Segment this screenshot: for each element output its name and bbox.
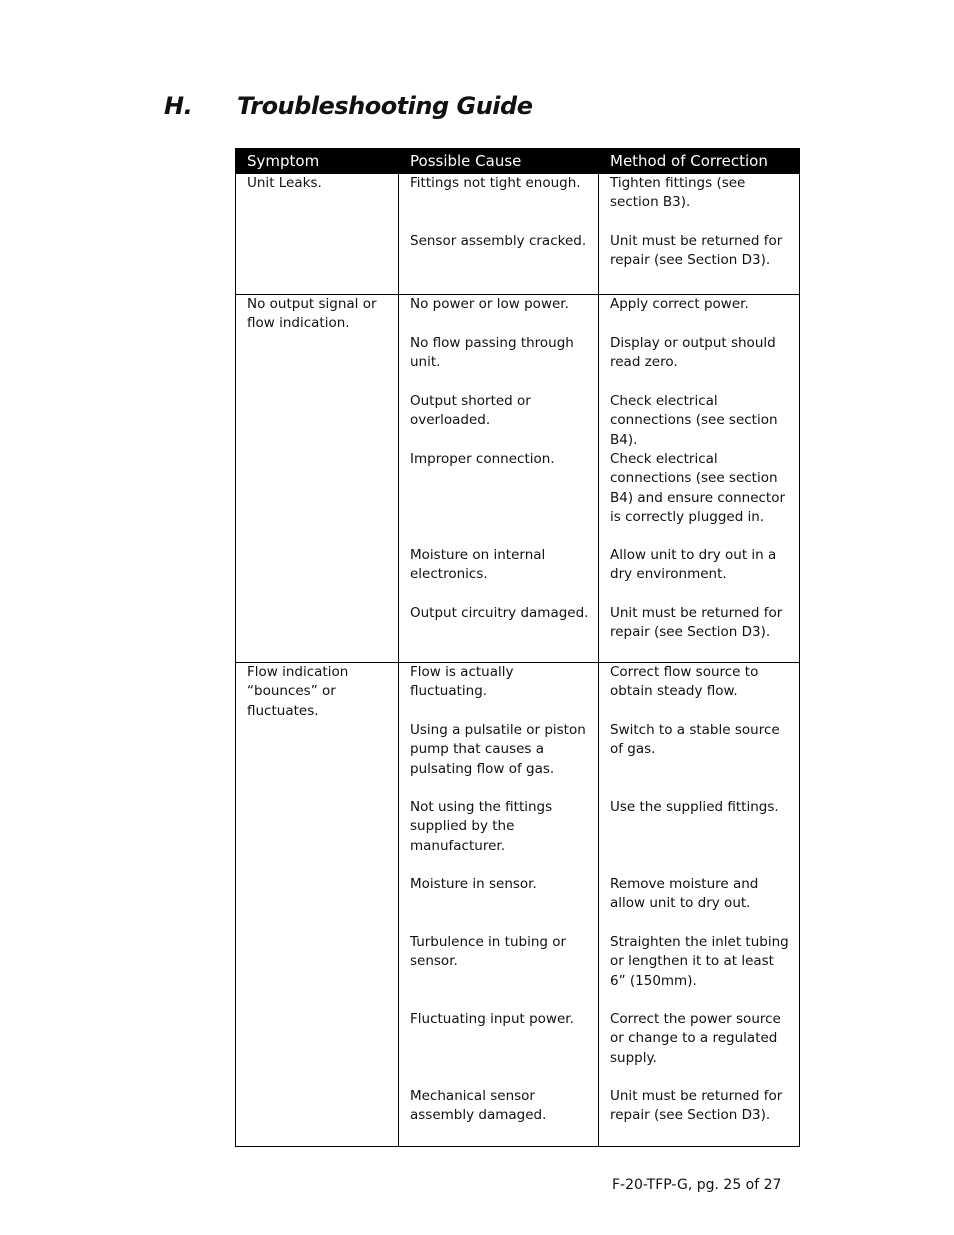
correction-text: Unit must be returned for repair (see Section D3). bbox=[610, 605, 783, 641]
symptom-text: Unit Leaks. bbox=[247, 175, 322, 191]
table-row bbox=[236, 663, 800, 1147]
cause-text: Output circuitry damaged. bbox=[410, 605, 589, 621]
cause-cell bbox=[399, 663, 599, 1147]
cause-text: Sensor assembly cracked. bbox=[410, 233, 587, 249]
header-possible-cause: Possible Cause bbox=[399, 149, 599, 174]
correction-text: Check electrical connections (see section B4). bbox=[610, 393, 778, 448]
header-symptom: Symptom bbox=[236, 149, 399, 174]
cause-text: No flow passing through unit. bbox=[410, 335, 574, 371]
correction-text: Apply correct power. bbox=[610, 296, 749, 312]
cause-text: Moisture in sensor. bbox=[410, 876, 537, 892]
page-footer: F-20-TFP-G, pg. 25 of 27 bbox=[612, 1177, 782, 1193]
cause-text: Output shorted or overloaded. bbox=[410, 393, 531, 429]
cause-text: Fittings not tight enough. bbox=[410, 175, 581, 191]
cause-text: Improper connection. bbox=[410, 451, 555, 467]
symptom-text: No output signal or flow indication. bbox=[247, 296, 377, 332]
correction-cell bbox=[599, 295, 800, 663]
correction-text: Tighten fittings (see section B3). bbox=[610, 175, 746, 211]
cause-text: Flow is actually fluctuating. bbox=[410, 664, 514, 700]
symptom-cell bbox=[236, 295, 399, 663]
correction-text: Correct the power source or change to a regulated supply. bbox=[610, 1011, 781, 1066]
correction-text: Correct flow source to obtain steady flow. bbox=[610, 664, 759, 700]
correction-text: Use the supplied fittings. bbox=[610, 799, 779, 815]
cause-cell bbox=[399, 174, 599, 295]
correction-text: Unit must be returned for repair (see Section D3). bbox=[610, 1088, 783, 1124]
correction-cell bbox=[599, 174, 800, 295]
cause-text: Turbulence in tubing or sensor. bbox=[410, 934, 567, 970]
correction-text: Straighten the inlet tubing or lengthen it to at least 6” (150mm). bbox=[610, 934, 789, 989]
symptom-cell bbox=[236, 663, 399, 1147]
table-header-row bbox=[236, 149, 800, 174]
symptom-text: Flow indication “bounces” or fluctuates. bbox=[247, 664, 349, 719]
cause-text: Mechanical sensor assembly damaged. bbox=[410, 1088, 547, 1124]
correction-text: Allow unit to dry out in a dry environment. bbox=[610, 547, 777, 583]
cause-text: Moisture on internal electronics. bbox=[410, 547, 546, 583]
table-row bbox=[236, 174, 800, 295]
correction-text: Display or output should read zero. bbox=[610, 335, 776, 371]
section-title: Troubleshooting Guide bbox=[237, 92, 533, 120]
cause-cell bbox=[399, 295, 599, 663]
correction-cell bbox=[599, 663, 800, 1147]
cause-text: Fluctuating input power. bbox=[410, 1011, 574, 1027]
correction-text: Unit must be returned for repair (see Section D3). bbox=[610, 233, 783, 269]
troubleshooting-table bbox=[235, 148, 800, 1147]
symptom-cell bbox=[236, 174, 399, 295]
correction-text: Remove moisture and allow unit to dry out. bbox=[610, 876, 759, 912]
table-row bbox=[236, 295, 800, 663]
correction-text: Switch to a stable source of gas. bbox=[610, 722, 780, 758]
correction-text: Check electrical connections (see section B4) and ensure connector is correctly plugged in. bbox=[610, 451, 786, 525]
cause-text: No power or low power. bbox=[410, 296, 569, 312]
cause-text: Using a pulsatile or piston pump that causes a pulsating flow of gas. bbox=[410, 722, 586, 777]
cause-text: Not using the fittings supplied by the manufacturer. bbox=[410, 799, 553, 854]
header-method-of-correction: Method of Correction bbox=[599, 149, 800, 174]
section-heading bbox=[164, 92, 532, 120]
section-letter: H. bbox=[164, 92, 193, 120]
